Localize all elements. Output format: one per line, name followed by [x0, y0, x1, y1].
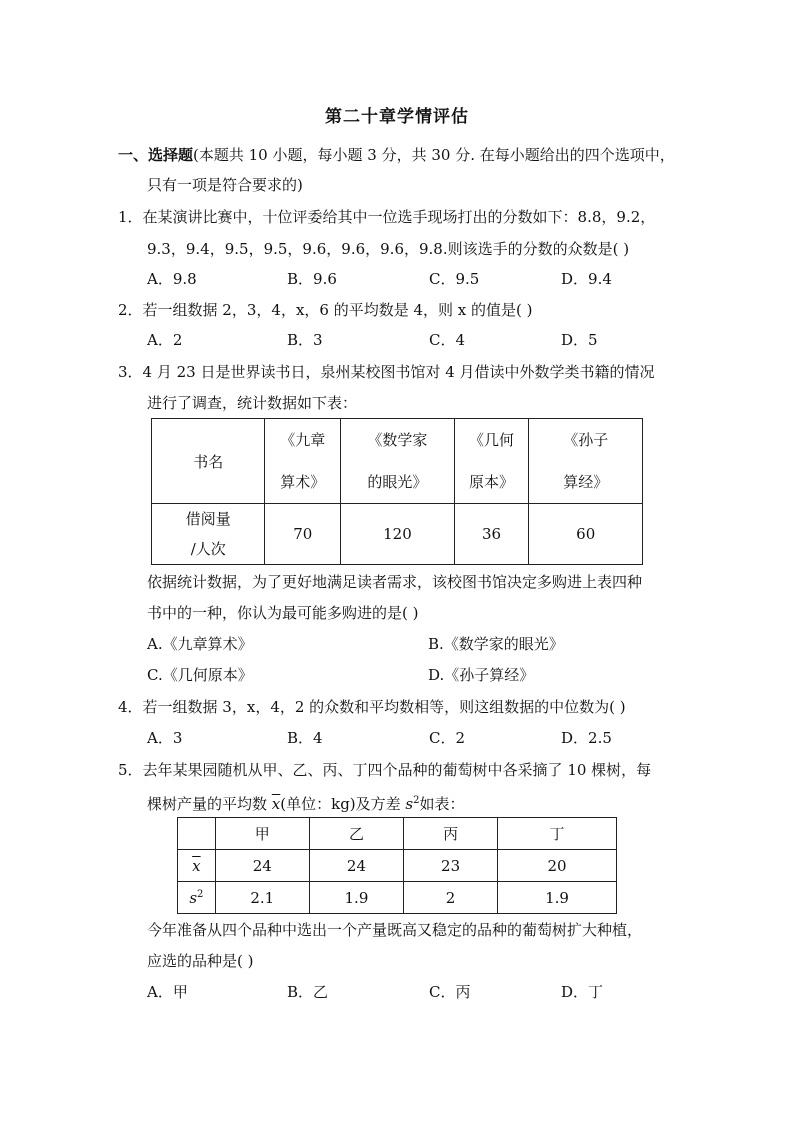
- q5-line2-a: 棵树产量的平均数: [147, 795, 272, 813]
- q5-line2: [147, 791, 465, 814]
- q5-line2-b: (单位：kg)及方差: [280, 795, 406, 813]
- book-name-line2: 算术》: [280, 473, 326, 491]
- q1-option-a: A．9.8: [147, 270, 197, 288]
- grape-table-corner: [178, 818, 216, 850]
- grape-variance-cell: 2.1: [215, 882, 309, 914]
- q3-line1: 3．4 月 23 日是世界读书日，泉州某校图书馆对 4 月借读中外数学类书籍的情况: [118, 363, 655, 381]
- grape-variance-cell: 1.9: [498, 882, 617, 914]
- grape-header-cell: 丙: [404, 818, 498, 850]
- q5-option-b: B．乙: [287, 983, 329, 1001]
- q5-option-d: D．丁: [561, 983, 604, 1001]
- q2-line1: 2．若一组数据 2，3，4，x，6 的平均数是 4，则 x 的值是( ): [118, 301, 533, 319]
- grape-table-variance-row: [178, 882, 617, 914]
- book-name-line2: 的眼光》: [367, 473, 428, 491]
- grape-mean-label: [178, 850, 216, 882]
- grape-table-mean-row: [178, 850, 617, 882]
- grape-mean-cell: 23: [404, 850, 498, 882]
- grape-header-cell: 乙: [309, 818, 403, 850]
- book-name-line1: 《九章: [280, 431, 326, 449]
- grape-header-cell: 甲: [215, 818, 309, 850]
- section-header: [118, 145, 675, 165]
- grape-variance-label: [178, 882, 216, 914]
- q5-line2-c: 如表：: [419, 795, 465, 813]
- q3-option-d: D.《孙子算经》: [428, 666, 535, 684]
- book-name-line2: 原本》: [469, 473, 515, 491]
- q1-option-c: C．9.5: [429, 270, 480, 288]
- variance-sup: 2: [413, 795, 420, 806]
- grape-mean-cell: 20: [498, 850, 617, 882]
- q3-line3: 依据统计数据，为了更好地满足读者需求，该校图书馆决定多购进上表四种: [147, 573, 643, 591]
- variance-label-sup: 2: [197, 888, 204, 900]
- q4-option-d: D．2.5: [561, 729, 612, 747]
- section-desc-1: (本题共 10 小题，每小题 3 分，共 30 分. 在每小题给出的四个选项中，: [193, 146, 675, 164]
- book-name-line2: 算经》: [563, 473, 609, 491]
- q4-option-b: B．4: [287, 729, 323, 747]
- q3-line2: 进行了调查，统计数据如下表：: [147, 394, 358, 412]
- q3-line4: 书中的一种，你认为最可能多购进的是( ): [147, 604, 419, 622]
- section-head: 一、选择题: [118, 146, 194, 164]
- section-desc-2: 只有一项是符合要求的): [147, 176, 303, 194]
- book-table-header-row: [152, 419, 643, 504]
- q5-line4: 应选的品种是( ): [147, 952, 254, 970]
- book-table-row-label: [152, 504, 265, 565]
- grape-variance-cell: 1.9: [309, 882, 403, 914]
- grape-variance-cell: 2: [404, 882, 498, 914]
- book-table-value-row: [152, 504, 643, 565]
- q2-option-a: A．2: [147, 331, 183, 349]
- q4-option-c: C．2: [429, 729, 466, 747]
- q3-option-c: C.《几何原本》: [147, 666, 253, 684]
- page-title: 第二十章学情评估: [325, 107, 469, 127]
- q3-option-a: A.《九章算术》: [147, 635, 253, 653]
- book-value-cell: 120: [341, 504, 455, 565]
- variance-label-s: s: [189, 888, 198, 907]
- q5-line3: 今年准备从四个品种中选出一个产量既高又稳定的品种的葡萄树扩大种植，: [147, 921, 643, 939]
- q1-line1: 1．在某演讲比赛中，十位评委给其中一位选手现场打出的分数如下：8.8，9.2，: [118, 208, 656, 226]
- book-table: [151, 418, 643, 565]
- q2-option-c: C．4: [429, 331, 466, 349]
- q4-line1: 4．若一组数据 3，x，4，2 的众数和平均数相等，则这组数据的中位数为( ): [118, 698, 626, 716]
- q1-option-b: B．9.6: [287, 270, 337, 288]
- q1-line2: 9.3，9.4，9.5，9.5，9.6，9.6，9.6，9.8.则该选手的分数的众数是( ): [147, 240, 630, 258]
- book-value-cell: 60: [529, 504, 643, 565]
- q5-option-a: A．甲: [147, 983, 188, 1001]
- q5-option-c: C．丙: [429, 983, 471, 1001]
- book-name-cell: [265, 419, 341, 504]
- q1-option-d: D．9.4: [561, 270, 612, 288]
- grape-table-header-row: [178, 818, 617, 850]
- book-table-header-label: 书名: [152, 419, 265, 504]
- row-label-line2: /人次: [190, 540, 226, 558]
- q5-line1: 5．去年某果园随机从甲、乙、丙、丁四个品种的葡萄树中各采摘了 10 棵树，每: [118, 761, 652, 779]
- q3-option-b: B.《数学家的眼光》: [428, 635, 564, 653]
- q2-option-d: D．5: [561, 331, 598, 349]
- grape-table: [177, 817, 617, 914]
- q2-option-b: B．3: [287, 331, 323, 349]
- mean-symbol: $\overline{x}$: [271, 795, 281, 813]
- mean-label-text: $\overline{x}$: [192, 856, 201, 875]
- book-value-cell: 70: [265, 504, 341, 565]
- row-label-line1: 借阅量: [185, 510, 231, 528]
- grape-header-cell: 丁: [498, 818, 617, 850]
- variance-symbol: s: [405, 795, 414, 813]
- book-name-line1: 《数学家: [367, 431, 428, 449]
- book-name-cell: [454, 419, 529, 504]
- book-name-line1: 《几何: [469, 431, 515, 449]
- q4-option-a: A．3: [147, 729, 183, 747]
- grape-mean-cell: 24: [215, 850, 309, 882]
- book-value-cell: 36: [454, 504, 529, 565]
- book-name-cell: [341, 419, 455, 504]
- book-name-cell: [529, 419, 643, 504]
- book-name-line1: 《孙子: [563, 431, 609, 449]
- grape-mean-cell: 24: [309, 850, 403, 882]
